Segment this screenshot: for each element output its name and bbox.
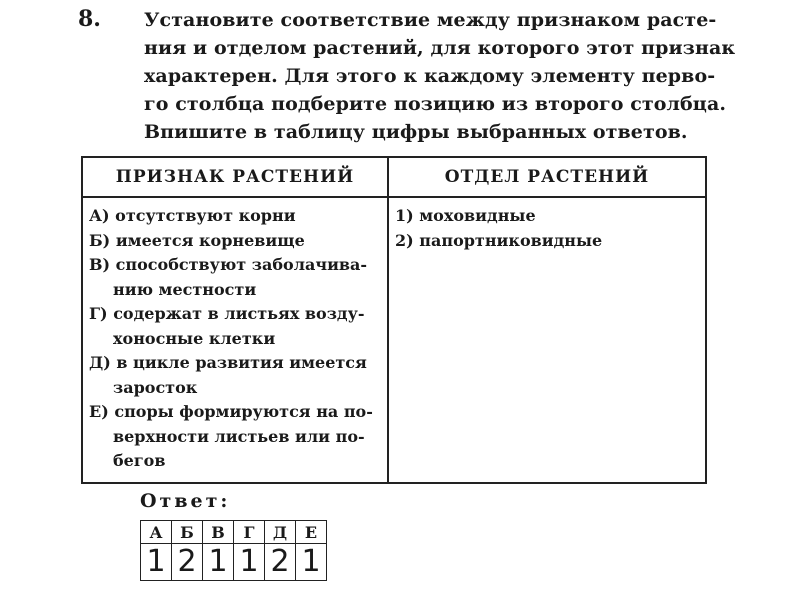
- task-number: 8.: [78, 6, 101, 32]
- feature-item-v: [89, 253, 381, 302]
- answer-cell-v[interactable]: 1: [203, 544, 234, 581]
- answer-label: Ответ:: [140, 490, 231, 512]
- instruction-line: го столбца подберите позицию из второго столбца.: [144, 93, 727, 115]
- division-item-2: 2) папортниковидные: [395, 230, 603, 250]
- feature-text-continued: бегов: [113, 451, 166, 470]
- answer-cell-d[interactable]: 2: [265, 544, 296, 581]
- features-column-header: ПРИЗНАК РАСТЕНИЙ: [82, 157, 388, 197]
- instruction-line: характерен. Для этого к каждому элементу перво-: [144, 65, 716, 87]
- feature-text: Г) содержат в листьях возду-: [89, 304, 365, 323]
- divisions-column-header: ОТДЕЛ РАСТЕНИЙ: [388, 157, 706, 197]
- answer-letter-v: В: [203, 521, 234, 544]
- task-instructions: [144, 6, 734, 146]
- feature-text: А) отсутствуют корни: [89, 206, 296, 225]
- answer-letter-b: Б: [172, 521, 203, 544]
- division-item-1: 1) моховидные: [395, 206, 536, 225]
- instruction-line: Установите соответствие между признаком расте-: [144, 9, 717, 31]
- feature-item-g: [89, 302, 381, 351]
- features-column: [82, 197, 388, 483]
- feature-text-continued: хоносные клетки: [113, 328, 276, 348]
- feature-item-e: [89, 400, 381, 474]
- answer-cell-a[interactable]: 1: [141, 544, 172, 581]
- answer-cell-e[interactable]: 1: [296, 544, 327, 581]
- feature-text: Д) в цикле развития имеется: [89, 353, 367, 372]
- answer-cell-b[interactable]: 2: [172, 544, 203, 581]
- answer-letter-e: Е: [296, 521, 327, 544]
- feature-text-continued: нию местности: [113, 279, 257, 299]
- feature-item-b: [89, 229, 381, 254]
- answer-letter-d: Д: [265, 521, 296, 544]
- feature-item-a: [89, 204, 381, 229]
- feature-item-d: [89, 351, 381, 400]
- answer-cell-g[interactable]: 1: [234, 544, 265, 581]
- feature-text: В) способствуют заболачива-: [89, 255, 368, 274]
- feature-text: Б) имеется корневище: [89, 230, 305, 250]
- answer-letter-g: Г: [234, 521, 265, 544]
- answer-letter-a: А: [141, 521, 172, 544]
- divisions-column: [388, 197, 706, 483]
- matching-table: [81, 156, 707, 484]
- feature-text: Е) споры формируются на по-: [89, 402, 373, 421]
- instruction-line: Впишите в таблицу цифры выбранных ответов.: [144, 121, 688, 143]
- feature-text-continued: верхности листьев или по-: [113, 426, 365, 446]
- answer-table: [140, 520, 327, 581]
- feature-text-continued: заросток: [113, 377, 198, 397]
- instruction-line: ния и отделом растений, для которого этот признак: [144, 37, 736, 59]
